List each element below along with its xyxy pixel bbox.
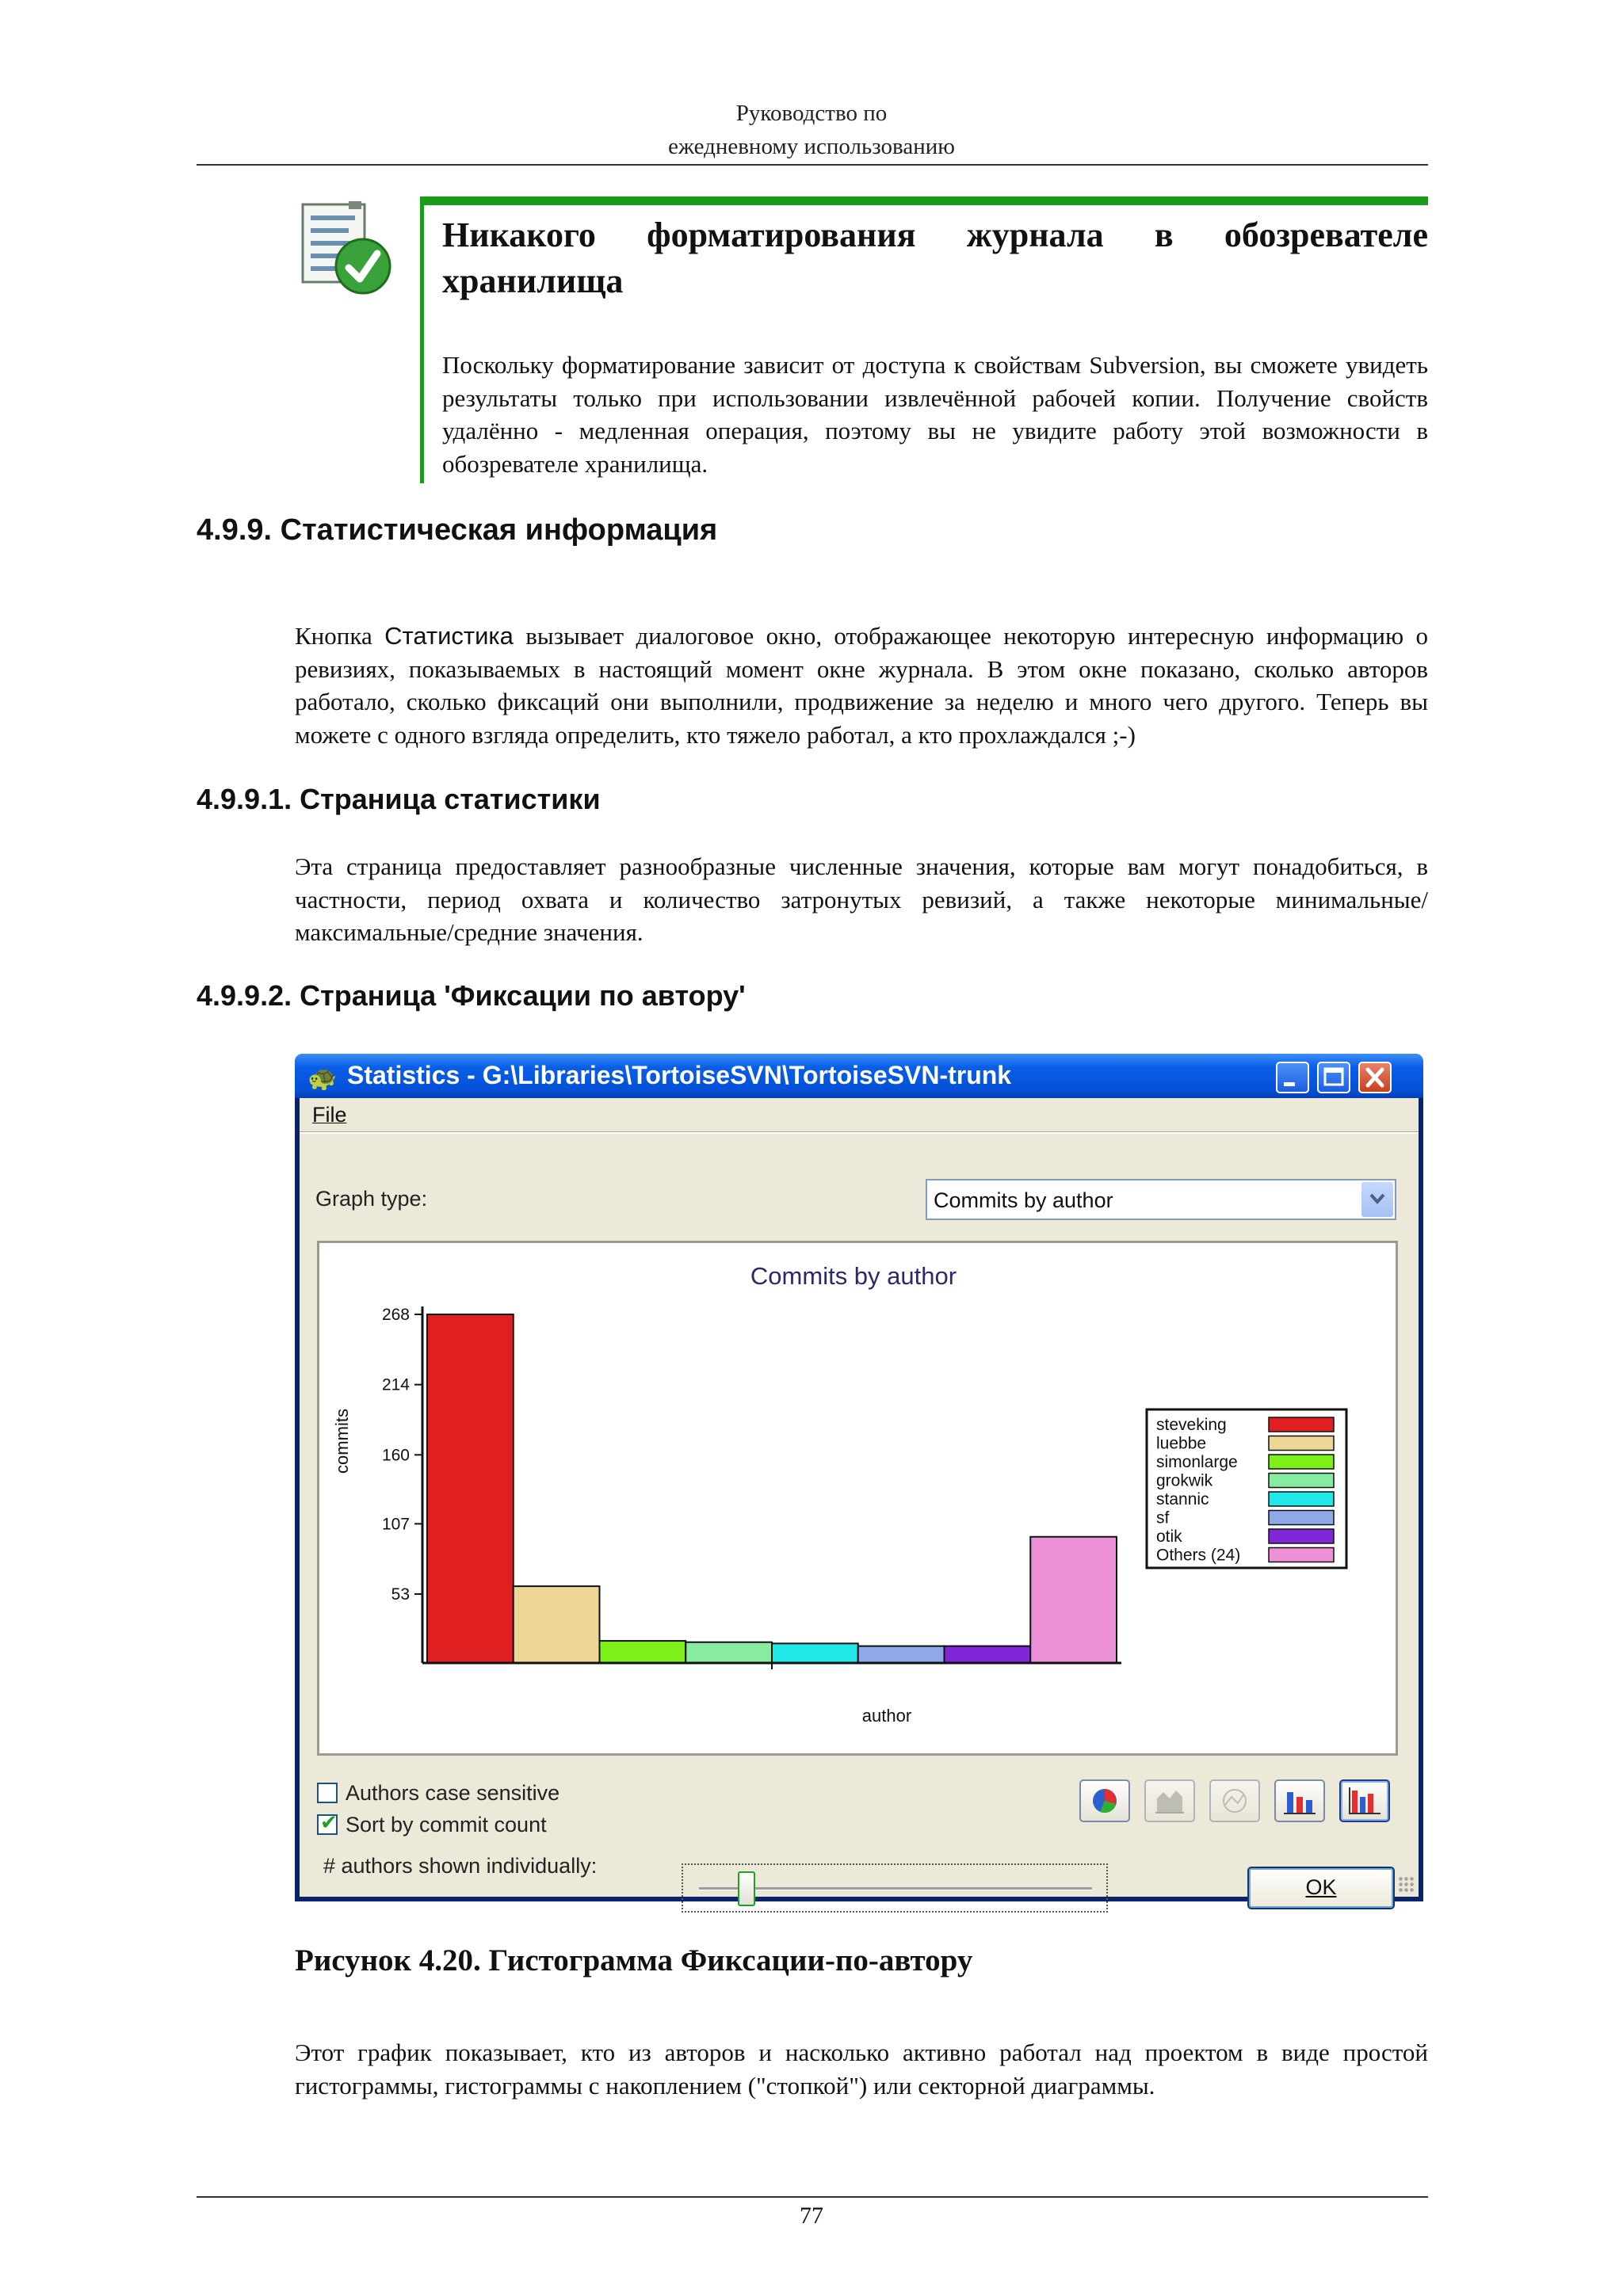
chart-panel <box>317 1241 1398 1756</box>
figure-caption: Рисунок 4.20. Гистограмма Фиксации-по-автору <box>295 1943 973 1978</box>
x-axis-label: author <box>861 1706 912 1726</box>
tip-text: Поскольку форматирование зависит от доступа к свойствам Subversion, вы сможете увидеть результаты только при использовании извлечённой рабочей копии. Получение свойств удалённо - медленная операция, поэтому вы не увидите работу этой возможности в обозревателе хранилища. <box>442 351 1428 478</box>
sort-by-commit-count-checkbox[interactable] <box>317 1811 338 1835</box>
y-tick-label: 160 <box>381 1446 410 1465</box>
tip-bar-top <box>420 196 1428 205</box>
tip-title: Никакого форматирования журнала в обозревателе хранилища <box>442 215 1428 300</box>
chart-legend <box>1147 1409 1346 1568</box>
bar-others-24- <box>1030 1537 1117 1663</box>
slider-track <box>699 1887 1092 1890</box>
ok-label: OK <box>1305 1875 1337 1899</box>
bar-steveking <box>427 1314 514 1663</box>
stacked-bar-button[interactable] <box>1274 1779 1325 1822</box>
legend-swatch <box>1269 1417 1334 1432</box>
bar-sf <box>858 1646 945 1663</box>
y-tick-label: 107 <box>381 1515 410 1534</box>
legend-label: Others (24) <box>1156 1546 1241 1565</box>
window-title: Statistics - G:\Libraries\TortoiseSVN\TortoiseSVN-trunk <box>347 1061 1012 1089</box>
legend-label: luebbe <box>1156 1434 1207 1453</box>
minimize-button[interactable] <box>1276 1062 1309 1093</box>
header-rule <box>197 164 1428 166</box>
bar-otik <box>945 1646 1031 1663</box>
line-chart-button[interactable] <box>1209 1779 1260 1822</box>
bar-chart-icon <box>1341 1781 1388 1821</box>
window-client-area <box>300 1098 1419 1897</box>
legend-label: simonlarge <box>1156 1453 1238 1471</box>
slider-thumb[interactable] <box>738 1871 755 1906</box>
menu-file[interactable]: File <box>312 1103 347 1127</box>
authors-shown-slider[interactable] <box>682 1863 1108 1913</box>
authors-shown-label: # authors shown individually: <box>323 1854 598 1878</box>
legend-label: steveking <box>1156 1416 1227 1434</box>
pie-chart-button[interactable] <box>1079 1779 1130 1822</box>
checkmark-icon: ✔ <box>320 1811 338 1835</box>
legend-swatch <box>1269 1529 1334 1543</box>
menu-separator <box>300 1131 1419 1134</box>
subsection-paragraph-1: Эта страница предоставляет разнообразные численные значения, которые вам могут понадобиться, в частности, период охвата и количество затронутых ревизий, а также некоторые минимальные/максимальные/средние значения. <box>295 852 1428 946</box>
subsection-heading-2: 4.9.9.2. Страница 'Фиксации по автору' <box>197 979 746 1012</box>
legend-label: sf <box>1156 1508 1170 1527</box>
bar-grokwik <box>685 1642 772 1663</box>
y-tick-label: 53 <box>391 1585 410 1604</box>
bar-stannic <box>772 1643 858 1663</box>
bar-simonlarge <box>600 1641 686 1663</box>
area-chart-icon <box>1146 1781 1193 1821</box>
subsection-heading-1: 4.9.9.1. Страница статистики <box>197 783 601 815</box>
menu-bar <box>300 1098 1419 1130</box>
legend-swatch <box>1269 1474 1334 1488</box>
close-button[interactable] <box>1358 1062 1392 1093</box>
section-heading: 4.9.9. Статистическая информация <box>197 513 718 547</box>
authors-case-sensitive-label: Authors case sensitive <box>346 1781 560 1805</box>
tip-bar-left <box>420 196 424 483</box>
pie-chart-icon <box>1081 1781 1128 1821</box>
commits-by-author-chart <box>319 1243 1396 1753</box>
footer-rule <box>197 2196 1428 2198</box>
legend-label: otik <box>1156 1527 1182 1546</box>
y-axis-label: commits <box>332 1409 352 1474</box>
graph-type-label: Graph type: <box>315 1187 428 1211</box>
maximize-button[interactable] <box>1317 1062 1350 1093</box>
minimize-icon <box>1277 1063 1308 1092</box>
closing-paragraph: Этот график показывает, кто из авторов и насколько активно работал над проектом в виде простой гистограммы, гистограммы с накоплением ("стопкой") или секторной диаграммы. <box>295 2039 1428 2100</box>
section-paragraph <box>295 620 1428 751</box>
graph-type-select[interactable] <box>926 1179 1396 1220</box>
legend-swatch <box>1269 1548 1334 1562</box>
dropdown-button[interactable] <box>1361 1182 1393 1217</box>
resize-grip[interactable] <box>1398 1876 1415 1894</box>
running-header-line2: ежедневному использованию <box>668 134 955 159</box>
tip-icon <box>298 200 393 303</box>
bar-chart-button[interactable] <box>1339 1779 1390 1822</box>
chart-title: Commits by author <box>750 1262 957 1290</box>
page-number: 77 <box>800 2203 823 2229</box>
y-tick-label: 268 <box>381 1306 410 1324</box>
authors-case-sensitive-checkbox[interactable] <box>317 1783 338 1803</box>
statistics-window <box>295 1054 1423 1901</box>
legend-swatch <box>1269 1511 1334 1525</box>
tortoise-app-icon: 🐢 <box>307 1066 338 1092</box>
legend-swatch <box>1269 1436 1334 1451</box>
legend-swatch <box>1269 1492 1334 1506</box>
para-rest: вызывает диалоговое окно, отображающее некоторую интересную информацию о ревизиях, показываемых в настоящий момент окне журнала. В этом окне показано, сколько авторов работало, сколько фиксаций они выполнили, продвижение за неделю и много чего другого. Теперь вы можете с одного взгляда определить, кто тяжело работал, а кто прохлаждался ;-) <box>295 622 1428 749</box>
stacked-area-button[interactable] <box>1144 1779 1195 1822</box>
sort-by-commit-count-label: Sort by commit count <box>346 1813 547 1836</box>
chevron-down-icon <box>1361 1182 1393 1217</box>
window-titlebar <box>295 1054 1423 1098</box>
graph-type-value: Commits by author <box>934 1188 1113 1212</box>
ok-button[interactable] <box>1247 1867 1395 1909</box>
bar-luebbe <box>514 1586 600 1663</box>
stacked-bar-icon <box>1276 1781 1323 1821</box>
legend-swatch <box>1269 1455 1334 1469</box>
line-chart-icon <box>1211 1781 1258 1821</box>
legend-label: stannic <box>1156 1490 1209 1508</box>
running-header-line1: Руководство по <box>735 101 888 126</box>
para-lead: Кнопка <box>295 622 372 650</box>
y-tick-label: 214 <box>381 1375 410 1394</box>
statistics-button-name: Статистика <box>384 622 514 650</box>
maximize-icon <box>1319 1063 1349 1092</box>
close-icon <box>1360 1063 1390 1092</box>
legend-label: grokwik <box>1156 1471 1213 1490</box>
